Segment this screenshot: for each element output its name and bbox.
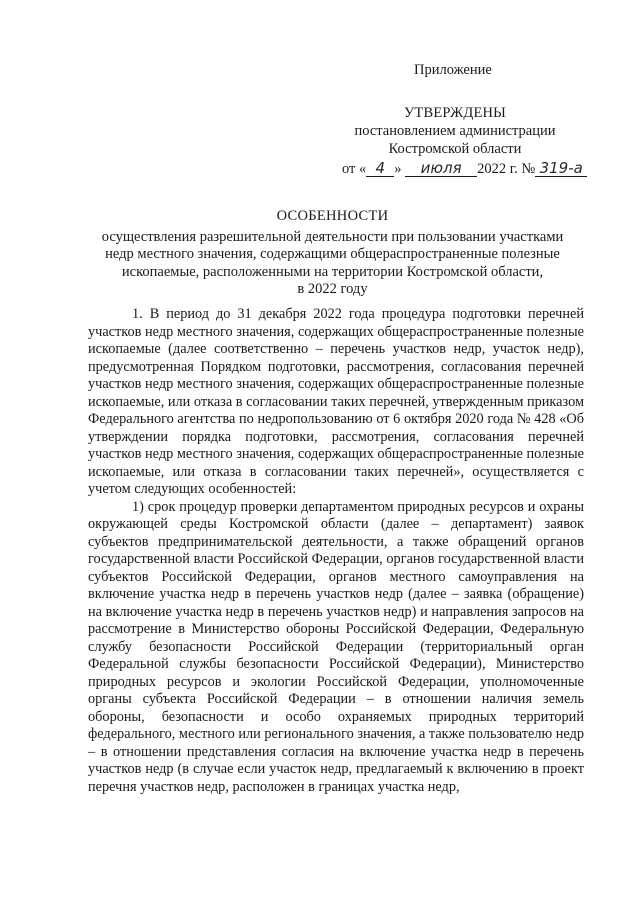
title-line-3: ископаемые, расположенными на территории Костромской области, xyxy=(121,263,544,280)
paragraph-2: 1) срок процедур проверки департаментом природных ресурсов и охраны окружающей среды Костромской области (далее – департамент) заявок субъектов предпринимательской деятельности, а также обращений органов государственной власти Российской Федерации, органов государственной власти субъектов Российской Федерации, органов местного самоуправления на включение участка недр в перечень участков недр (далее – заявка (обращение) на включение участка недр в перечень участков недр) и направления запросов на рассмотрение в Министерство обороны Российской Федерации, Федеральную службу безопасности Российской Федерации (территориальный орган Федеральной службы безопасности Российской Федерации), Министерство природных ресурсов и экологии Российской Федерации, уполномоченные органы субъекта Российской Федерации – в отношении наличия земель обороны, безопасности и особо охраняемых природных территорий федерального, местного или регионального значения, а также пользователю недр – в отношении представления согласия на включение участка недр в перечень участков недр (в случае если участок недр, предлагаемый к включению в проект перечня участков недр, расположен в границах участка недр, xyxy=(88,498,584,795)
paragraph-1: 1. В период до 31 декабря 2022 года процедура подготовки перечней участков недр местного значения, содержащих общераспространенные полезные ископаемые (далее соответственно – перечень участков недр, участок недр), предусмотренная Порядком подготовки, рассмотрения, согласования перечней участков недр местного значения, содержащих общераспространенные полезные ископаемые, или отказа в согласовании таких перечней, утвержденным приказом Федерального агентства по недропользованию от 6 октября 2020 года № 428 «Об утверждении порядка подготовки, рассмотрения, согласования перечней участков недр местного значения, содержащих общераспространенные полезные ископаемые, или отказа в согласовании таких перечней», осуществляется с учетом следующих особенностей: xyxy=(88,306,584,497)
approved-heading: УТВЕРЖДЕНЫ xyxy=(403,105,507,121)
decree-date-line xyxy=(330,159,583,178)
title-line-1: осуществления разрешительной деятельности при пользовании участками xyxy=(101,228,564,245)
decree-line: постановлением администрации xyxy=(354,123,556,139)
region-line: Костромской области xyxy=(388,141,522,157)
handwritten-day: 4 xyxy=(366,160,394,177)
title-line-2: недр местного значения, содержащими общераспространенные полезные xyxy=(105,246,560,262)
document-body xyxy=(88,306,584,796)
date-prefix: от « xyxy=(342,161,367,177)
approval-block xyxy=(330,104,583,178)
handwritten-month: июля xyxy=(405,160,477,177)
appendix-label: Приложение xyxy=(414,62,492,78)
date-close-quote: » xyxy=(394,161,402,177)
title-heading: ОСОБЕННОСТИ xyxy=(276,208,389,224)
document-title xyxy=(60,208,605,299)
handwritten-decree-number: 319-а xyxy=(535,160,587,177)
year-and-number-label: 2022 г. № xyxy=(477,161,536,177)
title-line-4: в 2022 году xyxy=(297,281,368,297)
